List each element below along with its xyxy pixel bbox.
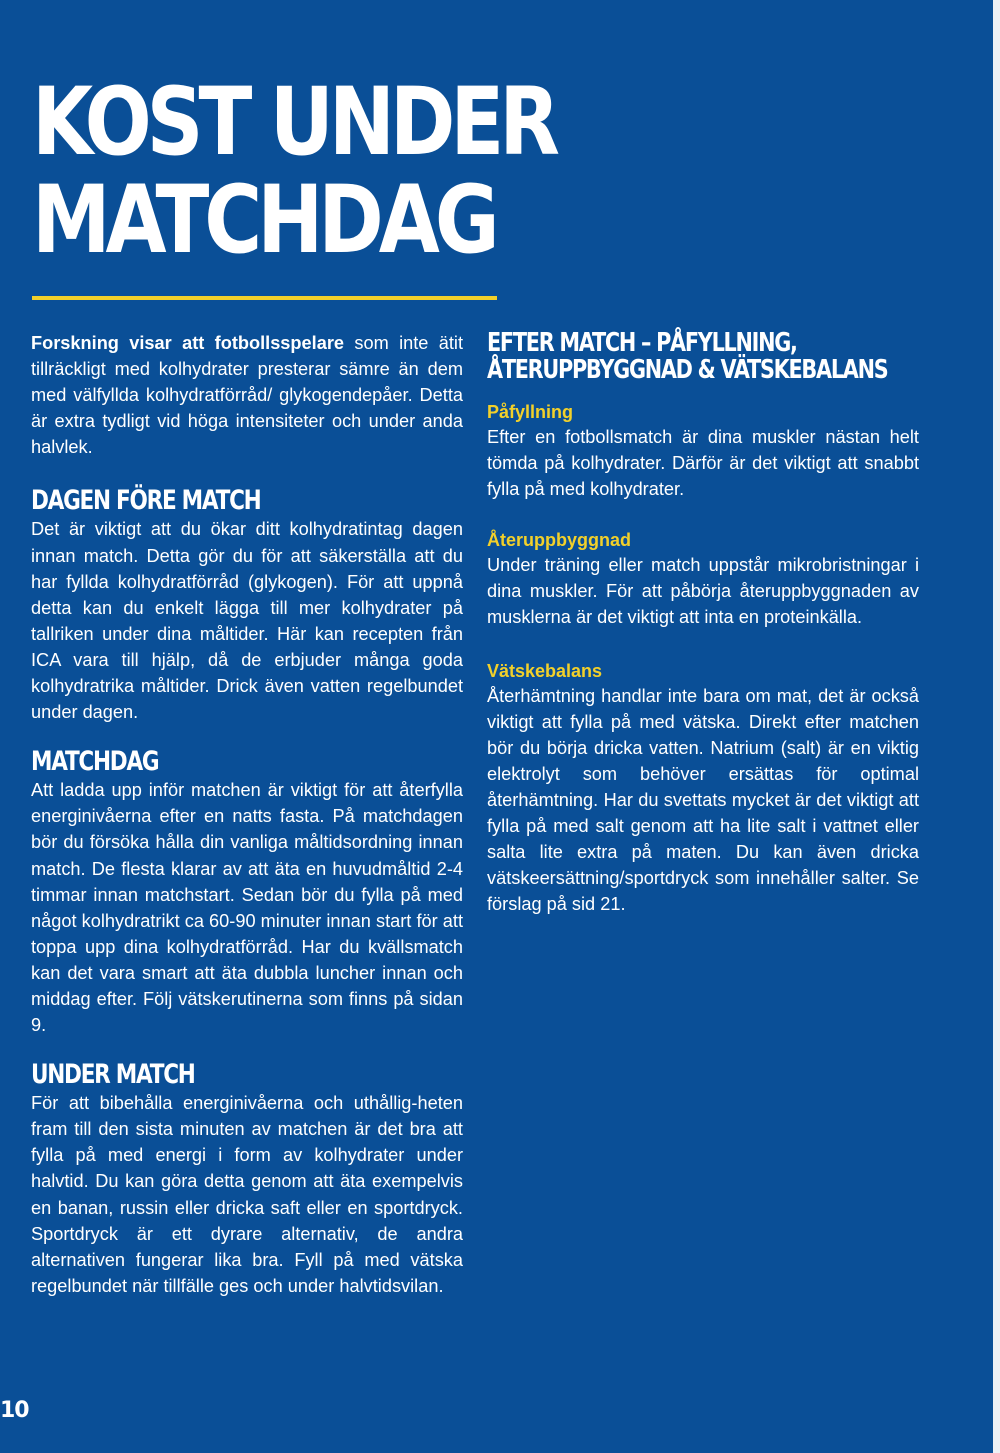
- page-title: [32, 68, 556, 275]
- subheading-ateruppbyggnad: Återuppbyggnad: [487, 530, 631, 551]
- section-text-under-match: För att bibehålla energinivåerna och uthållig-heten fram till den sista minuten av matchen är det bra att fylla på med energi i form av kolhydrater under halvtid. Du kan göra detta genom att äta exempelvis en banan, russin eller dricka saft eller en sportdryck. Sportdryck är ett dyrare alternativ, de andra alternativen fungerar lika bra. Fyll på med vätska regelbundet när tillfälle ges och under halvtidsvilan.: [31, 1093, 463, 1296]
- subheading-vatskebalans: Vätskebalans: [487, 660, 603, 681]
- subheading-pafyllning: Påfyllning: [487, 402, 574, 422]
- section-heading-dagen-fore-match: DAGEN FÖRE MATCH: [31, 485, 261, 517]
- page-title-line-1: KOST UNDER: [32, 68, 556, 177]
- section-text-dagen-fore-match: Det är viktigt att du ökar ditt kolhydratintag dagen innan match. Detta gör du för att säkerställa att du har fyllda kolhydratförråd (glykogen). För att uppnå detta kan du enkelt lägga till mer kolhydrater på tallriken under dina måltider. Här kan recepten från ICA vara till hjälp, då de erbjuder många goda kolhydratrika måltider. Drick även vatten regelbundet under dagen.: [31, 519, 463, 723]
- section-heading-matchdag: MATCHDAG: [31, 746, 159, 778]
- efter-match-heading-line-2: ÅTERUPPBYGGNAD & VÄTSKEBALANS: [487, 355, 888, 385]
- section-heading-under-match: UNDER MATCH: [31, 1059, 195, 1091]
- page-number: 10: [0, 1398, 29, 1423]
- efter-match-heading-line-1: EFTER MATCH – PÅFYLLNING,: [487, 328, 797, 358]
- right-column: [487, 330, 919, 917]
- page-edge-strip: [993, 0, 1000, 1453]
- intro-bold-lead: Forskning visar att fotbollsspelare: [31, 333, 345, 353]
- text-pafyllning: Efter en fotbollsmatch är dina muskler nästan helt tömda på kolhydrater. Därför är det viktigt att snabbt fylla på med kolhydrater.: [487, 427, 919, 500]
- title-underline: [32, 296, 497, 300]
- left-column: [31, 330, 463, 1299]
- text-vatskebalans: Återhämtning handlar inte bara om mat, det är också viktigt att fylla på med vätska. Direkt efter matchen bör du börja dricka vatten. Natrium (salt) är en viktig elektrolyt som behöver ersättas för optimal återhämtning. Har du svettats mycket är det viktigt att fylla på med salt genom att ha lite salt i vattnet eller salta lite extra på maten. Du kan även dricka vätskeersättning/sportdryck som innehåller salter. Se förslag på sid 21.: [487, 685, 919, 915]
- text-ateruppbyggnad: Under träning eller match uppstår mikrobristningar i dina muskler. För att påbörja återuppbyggnaden av musklerna är det viktigt att inta en proteinkälla.: [487, 555, 919, 628]
- intro-paragraph: [31, 330, 463, 460]
- intro-text: som inte ätit tillräckligt med kolhydrater presterar sämre än dem med välfyllda kolhydratförråd/ glykogendepåer. Detta är extra tydligt vid höga intensiteter och under anda halvlek.: [31, 333, 463, 458]
- section-text-matchdag: Att ladda upp inför matchen är viktigt för att återfylla energinivåerna efter en natts fasta. På matchdagen bör du försöka hålla din vanliga måltidsordning innan match. De flesta klarar av att äta en huvudmåltid 2-4 timmar innan matchstart. Sedan bör du fylla på med något kolhydratrikt ca 60-90 minuter innan start för att toppa upp dina kolhydratförråd. Har du kvällsmatch kan det vara smart att äta dubbla luncher innan och middag efter. Följ vätskerutinerna som finns på sidan 9.: [31, 780, 463, 1036]
- page-title-line-2: MATCHDAG: [32, 166, 495, 275]
